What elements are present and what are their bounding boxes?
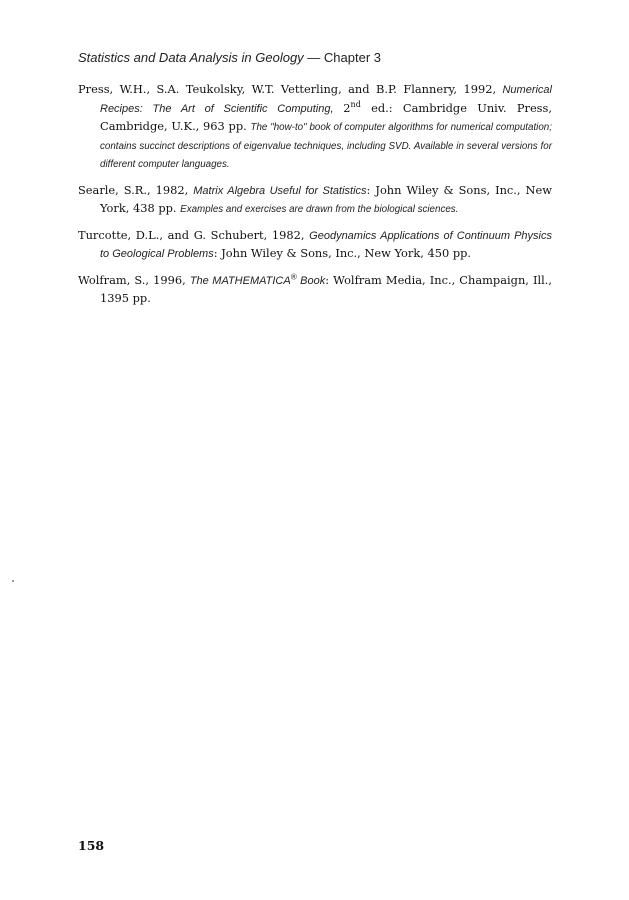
- reference-edition-superscript: nd: [350, 99, 361, 109]
- reference-authors: Wolfram, S., 1996,: [78, 272, 190, 287]
- reference-title-part2: Book: [296, 274, 326, 287]
- reference-authors: Searle, S.R., 1982,: [78, 182, 194, 197]
- reference-title: [189, 271, 326, 287]
- reference-entry-searle: [78, 182, 552, 219]
- reference-title: Matrix Algebra Useful for Statistics: [193, 184, 367, 197]
- reference-entry-turcotte: [78, 227, 552, 264]
- reference-entry-wolfram: [78, 272, 552, 308]
- reference-publisher: : John Wiley & Sons, Inc., New York, 450 pp.: [213, 246, 472, 260]
- reference-title: Numerical Recipes: The Art of Scientific Computing,: [100, 84, 552, 115]
- reference-publisher: : John Wiley & Sons, Inc., New York, 438 pp.: [100, 182, 553, 215]
- reference-edition-number: 2: [343, 100, 351, 115]
- reference-title: Geodynamics Applications of Continuum Physics to Geological Problems: [100, 229, 552, 260]
- page-number: 158: [78, 838, 105, 853]
- reference-entry-press: [78, 81, 552, 174]
- running-head: [78, 50, 381, 65]
- reference-authors: Press, W.H., S.A. Teukolsky, W.T. Vetterling, and B.P. Flannery, 1992,: [78, 82, 503, 96]
- registered-mark: ®: [290, 271, 297, 281]
- reference-annotation: Examples and exercises are drawn from the biological sciences.: [180, 204, 459, 215]
- reference-publisher: ed.: Cambridge Univ. Press, Cambridge, U.K., 963 pp.: [100, 100, 552, 133]
- reference-title-part1: The MATHEMATICA: [189, 274, 291, 287]
- book-title: Statistics and Data Analysis in Geology: [78, 50, 304, 65]
- reference-list: [78, 81, 552, 316]
- scan-speck: [12, 580, 14, 582]
- reference-annotation: The "how-to" book of computer algorithms for numerical computation; contains succinct descriptions of eigenvalue techniques, including SVD. Available in several versions for different computer languages.: [100, 122, 552, 170]
- reference-authors: Turcotte, D.L., and G. Schubert, 1982,: [78, 227, 310, 242]
- chapter-label: Chapter 3: [323, 50, 382, 65]
- reference-publisher: : Wolfram Media, Inc., Champaign, Ill., 1395 pp.: [100, 272, 553, 305]
- running-head-separator: —: [303, 50, 324, 65]
